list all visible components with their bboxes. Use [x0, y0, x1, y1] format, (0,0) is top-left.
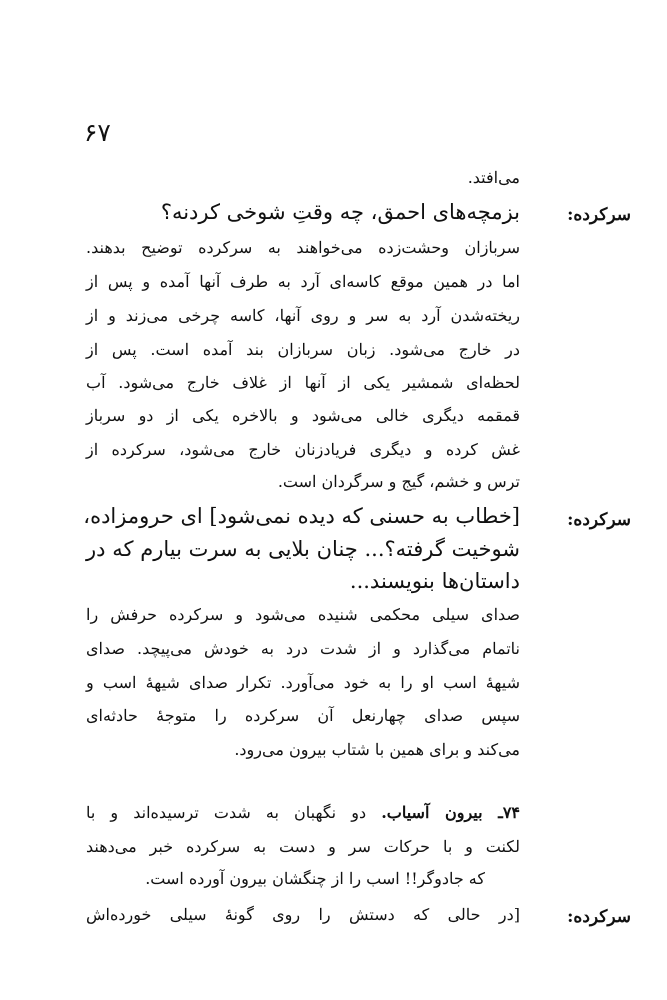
- scene-heading: ۷۴ـ بیرون آسیاب.: [381, 803, 521, 822]
- scene-line: لکنت و با حرکات سر و دست به سرکرده خبر می‌دهند: [86, 837, 520, 856]
- stage-direction-line: می‌کند و برای همین با شتاب بیرون می‌رود.: [234, 740, 520, 759]
- stage-direction-line: غش کرده و دیگری فریادزنان خارج می‌شود، سرکرده از: [86, 440, 520, 459]
- scene-line: که جادوگر!! اسب را از چنگشان بیرون آورده است.: [145, 869, 485, 888]
- stage-direction-line: ناتمام می‌گذارد و از شدت درد به خودش می‌پیچد. صدای: [86, 639, 520, 658]
- stage-direction-line: لحظه‌ای شمشیر یکی از آنها از غلاف خارج می‌شود. آب: [86, 373, 520, 392]
- dialogue-line: شوخیت گرفته؟... چنان بلایی به سرت بیارم که در: [86, 537, 520, 561]
- stage-direction-line: اما در همین موقع کاسه‌ای آرد به طرف آنها آمده و پس از: [86, 272, 520, 291]
- stage-direction-line: صدای سیلی محکمی شنیده می‌شود و سرکرده حرفش را: [86, 605, 520, 624]
- scene-text: دو نگهبان به شدت ترسیده‌اند و با: [86, 803, 367, 822]
- stage-direction-line: سربازان وحشت‌زده می‌خواهند به سرکرده توضیح بدهند.: [86, 238, 520, 257]
- speaker-label: سرکرده:: [567, 510, 631, 530]
- dialogue-line: [در حالی که دستش را روی گونهٔ سیلی خورده‌اش: [86, 905, 520, 924]
- stage-direction-line: قمقمه دیگری خالی می‌شود و بالاخره یکی از دو سرباز: [86, 406, 520, 425]
- lead-line: می‌افتد.: [467, 168, 520, 187]
- stage-direction-line: ترس و خشم، گیج و سرگردان است.: [277, 472, 520, 491]
- page-number: ۶۷: [84, 118, 111, 147]
- dialogue-line: داستان‌ها بنویسند...: [349, 569, 520, 593]
- speaker-label: سرکرده:: [567, 907, 631, 927]
- stage-direction-line: در خارج می‌شود. زبان سربازان بند آمده است. پس از: [86, 340, 520, 359]
- dialogue-line: بزمچه‌های احمق، چه وقتِ شوخی کردنه؟: [160, 200, 520, 224]
- speaker-label: سرکرده:: [567, 205, 631, 225]
- stage-direction-line: ریخته‌شدن آرد به سر و روی آنها، کاسه چرخی می‌زند و از: [86, 306, 520, 325]
- scene-heading-line: [86, 803, 520, 822]
- stage-direction-line: سپس صدای چهارنعل آن سرکرده را متوجهٔ حادثه‌ای: [86, 706, 520, 725]
- dialogue-line: [خطاب به حسنی که دیده نمی‌شود] ای حرومزاده،: [83, 504, 520, 528]
- stage-direction-line: شیههٔ اسب او را به خود می‌آورد. تکرار صدای شیههٔ اسب و: [86, 673, 520, 692]
